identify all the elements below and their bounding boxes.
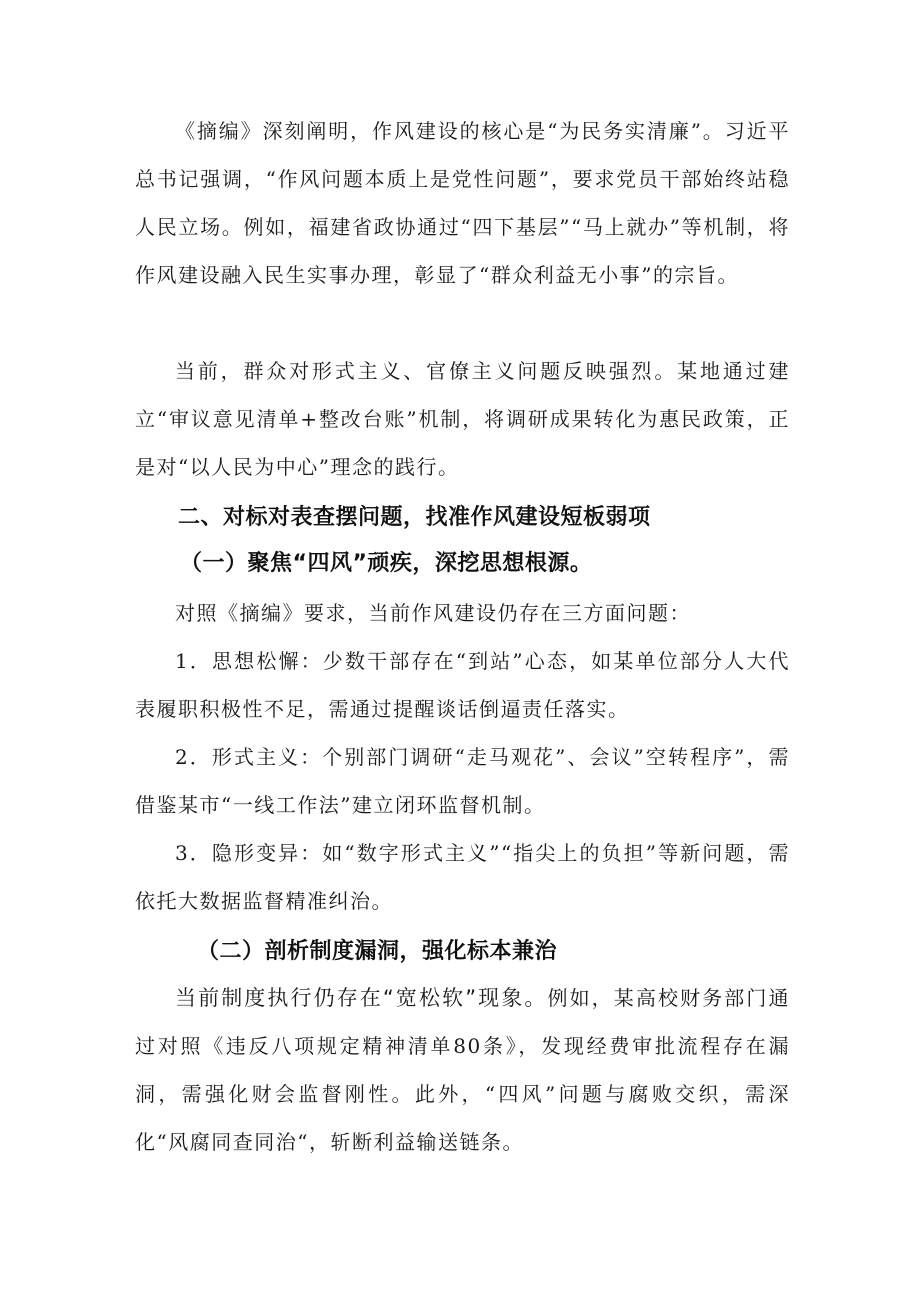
paragraph-core-of-style-building: 《摘编》深刻阐明，作风建设的核心是“为民务实清廉”。习近平总书记强调，“作风问题本质上是党性问题”，要求党员干部始终站稳人民立场。例如，福建省政协通过“四下基层”“马上就办”等机制，将作风建设融入民生实事办理，彰显了“群众利益无小事”的宗旨。: [135, 119, 790, 287]
list-item-1: 1．思想松懈：少数干部存在“到站”心态，如某单位部分人大代表履职积极性不足，需通过提醒谈话倒逼责任落实。: [135, 649, 790, 721]
list-item-2: 2．形式主义：个别部门调研“走马观花”、会议”空转程序”，需借鉴某市“一线工作法”建立闭环监督机制。: [135, 745, 790, 817]
paragraph-mass-feedback: 当前，群众对形式主义、官僚主义问题反映强烈。某地通过建立“审议意见清单+整改台账”机制，将调研成果转化为惠民政策，正是对“以人民为中心”理念的践行。: [135, 359, 790, 479]
list-item-3: 3．隐形变异：如“数字形式主义”“指尖上的负担”等新问题，需依托大数据监督精准纠治。: [135, 841, 790, 913]
subsection-heading-2: （二）剖析制度漏洞，强化标本兼治: [197, 939, 558, 964]
paragraph-system-loopholes: [135, 974, 790, 1166]
paragraph-three-problems: 对照《摘编》要求，当前作风建设仍存在三方面问题：: [175, 601, 691, 625]
section-heading-2: 二、对标对表查摆问题，找准作风建设短板弱项: [178, 505, 651, 530]
paragraph-lead-sentence: 当前制度执行仍存在“宽松软”现象。: [175, 986, 548, 1010]
paragraph-body: 例如，某高校财务部门通过对照《违反八项规定精神清单80条》，发现经费审批流程存在漏洞，需强化财会监督刚性。此外，“四风”问题与腐败交织，需深化“风腐同查同治“，斩断利益输送链条。: [135, 986, 790, 1154]
subsection-heading-1: （一）聚焦“四风”顽疾，深挖思想根源。: [180, 551, 593, 576]
